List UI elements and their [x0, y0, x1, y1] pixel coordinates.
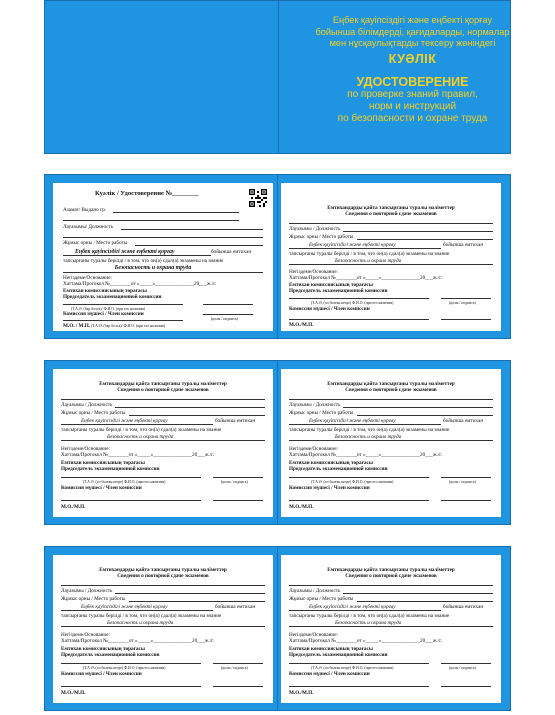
retake-title-kz: Емтихандарды қайта тапсырғаны туралы мәліметтер [99, 381, 227, 387]
qr-code-icon [249, 189, 267, 207]
retake-page [53, 369, 273, 517]
retake-title-kz: Емтихандарды қайта тапсырғаны туралы мәліметтер [327, 205, 455, 211]
seal-label: М.О. / М.П. [63, 323, 91, 329]
fill-line [61, 663, 201, 664]
fill-line [289, 440, 493, 441]
fill-line [63, 272, 263, 273]
cover-title-block [305, 15, 520, 125]
member-label: Комиссия мүшесі / Член комиссии [63, 311, 144, 317]
fio-label: (Т.А.Ә. (ол болған кезде) Ф.И.О. (при его наличии) [311, 666, 394, 670]
fill-line [129, 415, 265, 416]
workplace-label: Жұмыс орны / Место работы [61, 410, 126, 416]
retake-spread [44, 546, 511, 711]
subject-ru: Безопасность и охрана труда [335, 434, 402, 440]
retake-title-kz: Емтихандарды қайта тапсырғаны туралы мәліметтер [327, 567, 455, 573]
seal-label: М.О./М.П. [289, 690, 314, 696]
protocol-line: Хаттама/Протокол №________от «_____»_______________20___ж./г. [63, 281, 217, 287]
fill-line [63, 304, 183, 305]
position-label: Лауазымы/ Должность [63, 224, 114, 230]
chair-label: Емтихан комиссиясының төрағасы [61, 460, 145, 466]
retake-spread [44, 360, 511, 525]
subject-ru: Безопасность и охрана труда [114, 265, 192, 271]
fill-line [289, 477, 429, 478]
fill-line [289, 626, 493, 627]
fill-line [115, 407, 265, 408]
fill-line [441, 663, 491, 664]
fio-label: (Т.А.Ә. (бар болса)/ Ф.И.О. (при его наличии) [91, 324, 165, 328]
retake-title-ru: Сведения о повторной сдаче экзаменов [345, 573, 437, 579]
basis-label: Негіздеме/Основание: [61, 632, 110, 638]
fill-line [357, 239, 493, 240]
fill-line [343, 593, 493, 594]
chair-ru-label: Председатель экзаменационной комиссии [289, 288, 388, 294]
protocol-line: Хаттама/Протокол №________от «_____»_______________20___ж./г. [61, 638, 215, 644]
sign-label: (қолы / подпись) [449, 301, 476, 305]
exam-suffix: бойынша емтихан [215, 418, 256, 424]
passed-line: тапсырғаны туралы берілді / в том, что он(а) сдал(а) экзамены на знание [61, 427, 222, 433]
fill-line [61, 399, 265, 400]
spread-fold-line [277, 547, 278, 710]
fill-line [63, 220, 239, 221]
fill-line [289, 585, 493, 586]
protocol-line: Хаттама/Протокол №________от «_____»_______________20___ж./г. [289, 275, 443, 281]
fill-line [289, 399, 493, 400]
cover-ru-line: норм и инструкций [368, 100, 457, 112]
fill-line [61, 424, 213, 425]
certificate-cover [44, 0, 511, 154]
position-label: Лауазымы / Должность [61, 588, 113, 594]
fill-line [441, 686, 491, 687]
workplace-label: Жұмыс орны / Место работы [289, 234, 354, 240]
position-label: Лауазымы / Должность [289, 226, 341, 232]
fill-line [289, 319, 429, 320]
basis-label: Негіздеме/Основание: [61, 446, 110, 452]
chair-label: Емтихан комиссиясының төрағасы [289, 646, 373, 652]
subject-ru: Безопасность и охрана труда [335, 258, 402, 264]
fill-line [61, 610, 213, 611]
fill-line [289, 264, 493, 265]
seal-label: М.О./М.П. [61, 504, 86, 510]
fill-line [61, 440, 265, 441]
fill-line [289, 500, 429, 501]
sign-label: (қолы / подпись) [449, 480, 476, 484]
position-label: Лауазымы / Должность [61, 402, 113, 408]
exam-suffix: бойынша емтихан [215, 604, 256, 610]
fio-label: (Т.А.Ә. (ол болған кезде) Ф.И.О. (при его наличии) [83, 666, 166, 670]
protocol-line: Хаттама/Протокол №________от «_____»_______________20___ж./г. [61, 452, 215, 458]
retake-page [53, 555, 273, 703]
fill-line [213, 663, 263, 664]
member-label: Комиссия мүшесі / Член комиссии [289, 671, 370, 677]
fill-line [61, 477, 201, 478]
fill-line [61, 500, 201, 501]
protocol-line: Хаттама/Протокол №________от «_____»_______________20___ж./г. [289, 452, 443, 458]
fill-line [213, 477, 263, 478]
sign-label: (қолы / подпись) [211, 317, 238, 321]
passed-line: тапсырғаны туралы берілді / в том, что он(а) сдал(а) экзамены на знание [63, 258, 224, 264]
basis-label: Негіздеме/Основание: [289, 632, 338, 638]
exam-suffix: бойынша емтихан [211, 249, 252, 255]
fill-line [135, 245, 263, 246]
passed-line: тапсырғаны туралы берілді / в том, что он(а) сдал(а) экзамены на знание [61, 613, 222, 619]
retake-title-kz: Емтихандарды қайта тапсырғаны туралы мәліметтер [327, 381, 455, 387]
chair-label: Емтихан комиссиясының төрағасы [289, 460, 373, 466]
subject-ru: Безопасность и охрана труда [107, 434, 174, 440]
retake-title-ru: Сведения о повторной сдаче экзаменов [117, 387, 209, 393]
cover-fold-line [278, 1, 279, 153]
fill-line [121, 229, 263, 230]
fill-line [61, 626, 265, 627]
subject-ru: Безопасность и охрана труда [335, 620, 402, 626]
subject-kz: Еңбек қауіпсіздігі және еңбекті қорғау [75, 249, 175, 255]
fill-line [63, 255, 211, 256]
chair-ru-label: Председатель экзаменационной комиссии [61, 652, 160, 658]
subject-ru: Безопасность и охрана труда [107, 620, 174, 626]
retake-page [281, 183, 501, 331]
fill-line [213, 686, 263, 687]
fill-line [289, 663, 429, 664]
passed-line: тапсырғаны туралы берілді / в том, что он(а) сдал(а) экзамены на знание [289, 427, 450, 433]
fill-line [289, 686, 429, 687]
chair-ru-label: Председатель экзаменационной комиссии [61, 466, 160, 472]
fill-line [289, 248, 441, 249]
sign-label: (қолы / подпись) [449, 666, 476, 670]
sign-label: (қолы / подпись) [221, 666, 248, 670]
subject-kz: Еңбек қауіпсіздігі және еңбекті қорғау [309, 242, 396, 248]
spread-fold-line [277, 361, 278, 524]
subject-kz: Еңбек қауіпсіздігі және еңбекті қорғау [309, 604, 396, 610]
fill-line [113, 212, 239, 213]
subject-kz: Еңбек қауіпсіздігі және еңбекті қорғау [81, 604, 168, 610]
member-label: Комиссия мүшесі / Член комиссии [61, 485, 142, 491]
fill-line [343, 231, 493, 232]
fio-label: (Т.А.Ә. (ол болған кезде) Ф.И.О. (при его наличии) [311, 301, 394, 305]
workplace-label: Жұмыс орны / Место работы [289, 410, 354, 416]
fill-line [115, 593, 265, 594]
basis-label: Негіздеме/Основание: [63, 275, 112, 281]
fill-line [357, 601, 493, 602]
certificate-heading: Куәлік / Удостоверение №________ [95, 190, 199, 197]
member-label: Комиссия мүшесі / Член комиссии [61, 671, 142, 677]
retake-page [281, 369, 501, 517]
chair-ru-label: Председатель экзаменационной комиссии [289, 466, 388, 472]
fill-line [441, 500, 491, 501]
fill-line [289, 424, 441, 425]
certificate-spread [44, 174, 511, 339]
fill-line [63, 320, 183, 321]
fill-line [203, 304, 253, 305]
fill-line [357, 415, 493, 416]
exam-suffix: бойынша емтихан [443, 242, 484, 248]
retake-title-ru: Сведения о повторной сдаче экзаменов [345, 211, 437, 217]
spread-fold-line [277, 175, 278, 338]
sign-label: (қолы / подпись) [221, 480, 248, 484]
chair-ru-label: Председатель экзаменационной комиссии [289, 652, 388, 658]
fill-line [203, 314, 253, 315]
fill-line [289, 610, 441, 611]
cover-ru-line: по проверке знаний правил, [347, 88, 478, 100]
fio-label: (Т.А.Ә. (бар болса)/ Ф.И.О. (при его наличии) [71, 307, 145, 311]
cover-ru-title: УДОСТОВЕРЕНИЕ [356, 74, 469, 89]
cover-kz-line: мен нұсқаулықтарды тексеру жөніндегі [329, 38, 496, 48]
fio-label: (Т.А.Ә. (ол болған кезде) Ф.И.О. (при его наличии) [83, 480, 166, 484]
fio-label: (Т.А.Ә. (ол болған кезде) Ф.И.О. (при его наличии) [311, 480, 394, 484]
exam-suffix: бойынша емтихан [443, 418, 484, 424]
chair-label: Емтихан комиссиясының төрағасы [289, 282, 373, 288]
retake-title-kz: Емтихандарды қайта тапсырғаны туралы мәліметтер [99, 567, 227, 573]
basis-label: Негіздеме/Основание: [289, 269, 338, 275]
seal-label: М.О./М.П. [289, 322, 314, 328]
position-label: Лауазымы / Должность [289, 402, 341, 408]
fill-line [61, 686, 201, 687]
fill-line [441, 477, 491, 478]
issued-to-label: Азамат/ Выдано гр. [63, 207, 107, 213]
protocol-line: Хаттама/Протокол №________от «_____»_______________20___ж./г. [289, 638, 443, 644]
seal-label: М.О./М.П. [289, 504, 314, 510]
passed-line: тапсырғаны туралы берілді / в том, что он(а) сдал(а) экзамены на знание [289, 251, 450, 257]
fill-line [289, 298, 429, 299]
member-label: Комиссия мүшесі / Член комиссии [289, 485, 370, 491]
passed-line: тапсырғаны туралы берілді / в том, что он(а) сдал(а) экзамены на знание [289, 613, 450, 619]
fill-line [441, 298, 491, 299]
seal-label: М.О./М.П. [61, 690, 86, 696]
cover-kz-line: бойынша білімдерді, қағидаларды, нормалар [315, 26, 510, 37]
cover-kz-line: Еңбек қауіпсіздігі және еңбекті қорғау [332, 15, 493, 25]
fill-line [61, 585, 265, 586]
position-label: Лауазымы / Должность [289, 588, 341, 594]
basis-label: Негіздеме/Основание: [289, 446, 338, 452]
workplace-label: Жұмыс орны / Место работы [61, 596, 126, 602]
retake-title-ru: Сведения о повторной сдаче экзаменов [345, 387, 437, 393]
fill-line [289, 223, 493, 224]
retake-title-ru: Сведения о повторной сдаче экзаменов [117, 573, 209, 579]
chair-label: Емтихан комиссиясының төрағасы [61, 646, 145, 652]
member-label: Комиссия мүшесі / Член комиссии [289, 306, 370, 312]
fill-line [441, 319, 491, 320]
exam-suffix: бойынша емтихан [443, 604, 484, 610]
retake-page [281, 555, 501, 703]
fill-line [129, 601, 265, 602]
subject-kz: Еңбек қауіпсіздігі және еңбекті қорғау [81, 418, 168, 424]
certificate-page [53, 183, 273, 331]
fill-line [213, 500, 263, 501]
chair-ru-label: Председатель экзаменационной комиссии [63, 294, 162, 300]
workplace-label: Жұмыс орны / Место работы [63, 240, 128, 246]
chair-label: Емтихан комиссиясының төрағасы [63, 288, 147, 294]
fill-line [343, 407, 493, 408]
cover-kz-title: КУӘЛІК [388, 51, 437, 66]
fill-line [63, 237, 263, 238]
workplace-label: Жұмыс орны / Место работы [289, 596, 354, 602]
subject-kz: Еңбек қауіпсіздігі және еңбекті қорғау [309, 418, 396, 424]
cover-ru-line: по безопасности и охране труда [337, 112, 488, 124]
